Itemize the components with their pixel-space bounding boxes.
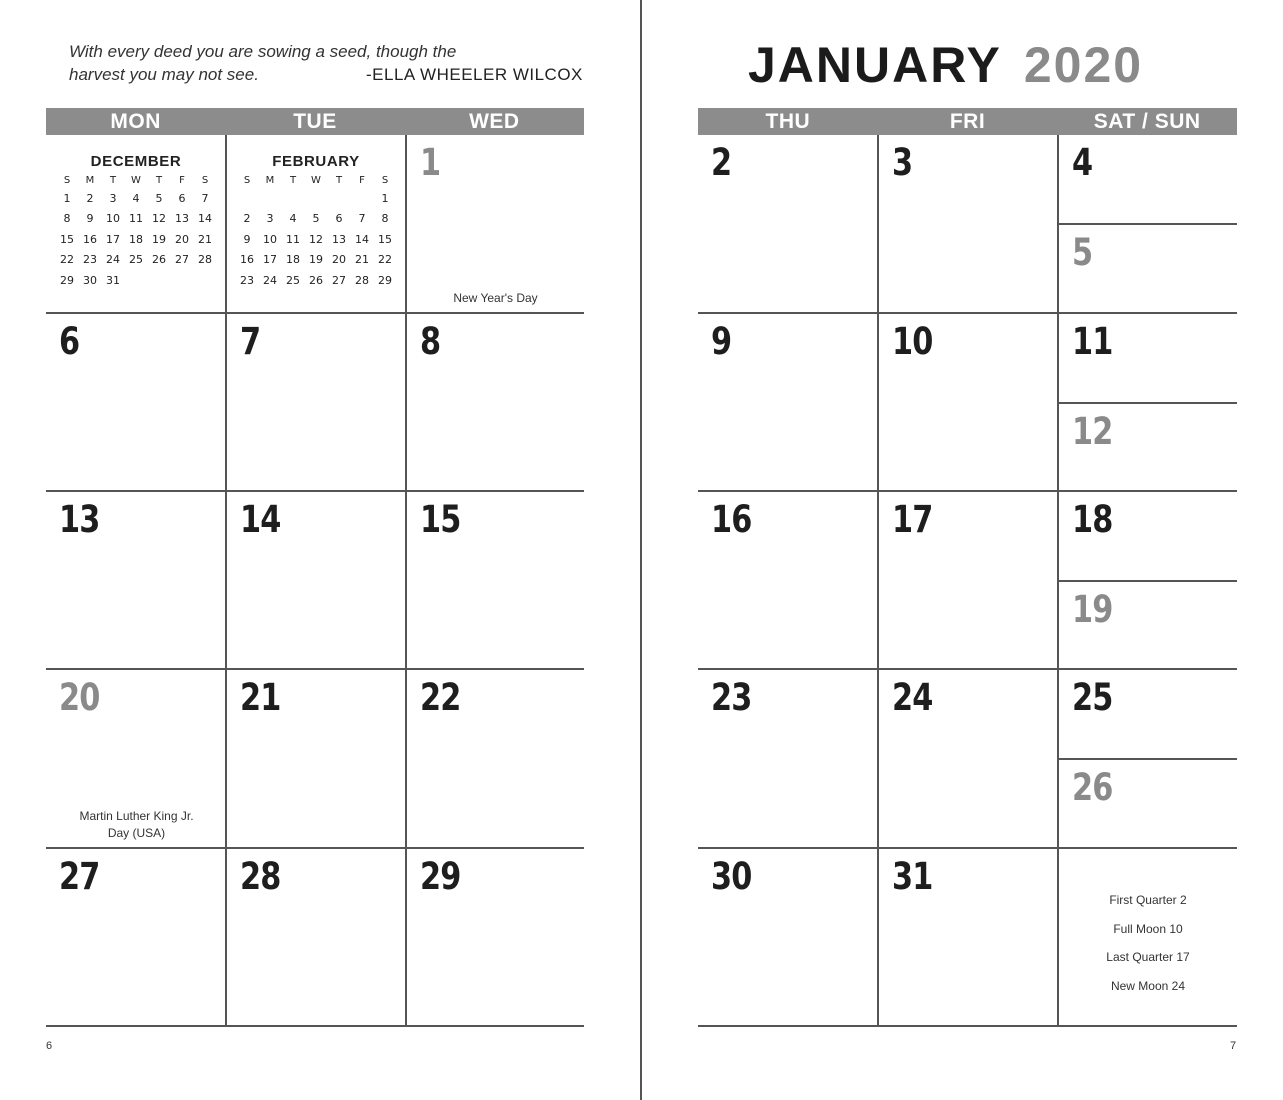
mini-day: 8 <box>63 212 71 226</box>
mini-day: 22 <box>60 253 74 267</box>
mini-day: 9 <box>86 212 94 226</box>
mini-day: 26 <box>309 273 323 287</box>
day-cell-16[interactable] <box>698 492 879 670</box>
mini-calendar-table <box>56 172 217 291</box>
mini-day: 28 <box>355 273 369 287</box>
right-calendar-grid <box>698 135 1237 1027</box>
mini-day <box>236 188 259 209</box>
mini-day: 3 <box>266 212 274 226</box>
day-cell-24[interactable] <box>879 670 1059 849</box>
page-number-left: 6 <box>46 1040 53 1052</box>
dow-label: S <box>63 174 71 186</box>
mini-day: 17 <box>263 253 277 267</box>
day-cell-10[interactable] <box>879 314 1059 492</box>
mini-day: 28 <box>198 253 212 267</box>
day-cell-1[interactable] <box>407 135 584 314</box>
mini-day: 16 <box>240 253 254 267</box>
moon-phases-list <box>1059 886 1237 1000</box>
day-number: 13 <box>59 498 100 541</box>
day-number: 20 <box>59 676 100 719</box>
day-cell-14[interactable] <box>227 492 407 670</box>
day-number: 29 <box>420 855 461 898</box>
quote-line-1: With every deed you are sowing a seed, though the <box>69 42 457 61</box>
mini-day <box>305 188 328 209</box>
day-cell-2[interactable] <box>698 135 879 314</box>
mini-day: 24 <box>263 273 277 287</box>
day-cell-12[interactable] <box>1059 404 1237 492</box>
mini-day: 18 <box>129 232 143 246</box>
dow-label: S <box>243 174 251 186</box>
dow-label: W <box>131 174 141 186</box>
cell-mini-december <box>46 135 227 314</box>
mini-day: 19 <box>309 253 323 267</box>
day-number: 4 <box>1072 141 1093 184</box>
mini-day: 9 <box>243 232 251 246</box>
mini-day: 7 <box>358 212 366 226</box>
day-cell-11[interactable] <box>1059 314 1237 404</box>
mini-day: 15 <box>378 232 392 246</box>
day-cell-23[interactable] <box>698 670 879 849</box>
holiday-label: New Year's Day <box>453 291 538 305</box>
mini-day: 6 <box>178 191 186 205</box>
day-cell-29[interactable] <box>407 849 584 1027</box>
mini-day: 20 <box>332 253 346 267</box>
day-number: 7 <box>240 320 261 363</box>
day-cell-17[interactable] <box>879 492 1059 670</box>
mini-day: 5 <box>155 191 163 205</box>
mini-day: 7 <box>201 191 209 205</box>
mini-day: 12 <box>309 232 323 246</box>
day-number: 11 <box>1072 320 1113 363</box>
dow-label: F <box>359 174 365 186</box>
day-number: 28 <box>240 855 281 898</box>
mini-day: 1 <box>63 191 71 205</box>
mini-calendar-february <box>231 153 401 291</box>
day-number: 23 <box>711 676 752 719</box>
mini-day <box>148 270 171 291</box>
day-cell-21[interactable] <box>227 670 407 849</box>
dow-label: T <box>289 174 297 186</box>
mini-day: 20 <box>175 232 189 246</box>
header-tue: TUE <box>293 110 337 133</box>
day-cell-19[interactable] <box>1059 582 1237 670</box>
quote-author: -ELLA WHEELER WILCOX <box>366 65 583 84</box>
mini-calendar-table <box>236 172 397 291</box>
day-cell-26[interactable] <box>1059 760 1237 849</box>
dow-label: T <box>155 174 163 186</box>
mini-day <box>125 270 148 291</box>
dow-label: T <box>335 174 343 186</box>
mini-day: 6 <box>335 212 343 226</box>
month-name: JANUARY <box>748 37 1002 93</box>
mini-day: 21 <box>355 253 369 267</box>
mini-day: 23 <box>83 253 97 267</box>
day-cell-18[interactable] <box>1059 492 1237 582</box>
mini-day <box>351 188 374 209</box>
day-cell-9[interactable] <box>698 314 879 492</box>
mini-day: 11 <box>286 232 300 246</box>
mini-day: 24 <box>106 253 120 267</box>
day-number: 25 <box>1072 676 1113 719</box>
moon-phase-first-quarter: First Quarter 2 <box>1109 893 1187 907</box>
mini-day: 11 <box>129 212 143 226</box>
left-page <box>0 0 641 1100</box>
day-number: 19 <box>1072 588 1113 631</box>
day-cell-22[interactable] <box>407 670 584 849</box>
day-number: 16 <box>711 498 752 541</box>
mini-day: 29 <box>378 273 392 287</box>
day-number: 15 <box>420 498 461 541</box>
mini-day <box>328 188 351 209</box>
header-mon: MON <box>110 110 161 133</box>
mini-day <box>282 188 305 209</box>
mini-day: 1 <box>381 191 389 205</box>
mini-day: 18 <box>286 253 300 267</box>
mini-day: 8 <box>381 212 389 226</box>
moon-phases-cell <box>1059 849 1237 1027</box>
mini-day: 23 <box>240 273 254 287</box>
mini-day: 12 <box>152 212 166 226</box>
dow-label: M <box>85 174 95 186</box>
day-cell-30[interactable] <box>698 849 879 1027</box>
day-cell-13[interactable] <box>46 492 227 670</box>
mini-day: 10 <box>106 212 120 226</box>
mini-day: 2 <box>86 191 94 205</box>
day-number: 10 <box>892 320 933 363</box>
day-number: 22 <box>420 676 461 719</box>
holiday-label <box>46 808 227 842</box>
dow-label: F <box>179 174 185 186</box>
mini-day: 25 <box>129 253 143 267</box>
day-cell-27[interactable] <box>46 849 227 1027</box>
mini-day: 15 <box>60 232 74 246</box>
page-number-right: 7 <box>1230 1040 1237 1052</box>
left-weekday-header <box>46 108 584 135</box>
moon-phase-full-moon: Full Moon 10 <box>1113 921 1183 936</box>
day-cell-5[interactable] <box>1059 225 1237 314</box>
mini-day: 21 <box>198 232 212 246</box>
mini-day: 16 <box>83 232 97 246</box>
day-number: 27 <box>59 855 100 898</box>
day-number: 31 <box>892 855 933 898</box>
mini-calendar-december <box>51 153 221 291</box>
day-cell-28[interactable] <box>227 849 407 1027</box>
moon-phase-last-quarter: Last Quarter 17 <box>1106 950 1190 964</box>
day-cell-3[interactable] <box>879 135 1059 314</box>
mini-day: 2 <box>243 212 251 226</box>
dow-label: S <box>381 174 389 186</box>
mini-day: 5 <box>312 212 320 226</box>
left-calendar-grid <box>46 135 584 1027</box>
day-number: 9 <box>711 320 732 363</box>
day-number: 21 <box>240 676 281 719</box>
day-number: 3 <box>892 141 913 184</box>
mini-day: 14 <box>355 232 369 246</box>
day-cell-20[interactable] <box>46 670 227 849</box>
mini-day: 14 <box>198 212 212 226</box>
mini-day: 13 <box>332 232 346 246</box>
day-number: 8 <box>420 320 441 363</box>
quote-line-2: harvest you may not see. <box>69 65 259 84</box>
header-wed: WED <box>469 110 520 133</box>
day-cell-25[interactable] <box>1059 670 1237 760</box>
mini-day: 29 <box>60 273 74 287</box>
mini-day: 22 <box>378 253 392 267</box>
cell-mini-february <box>227 135 407 314</box>
header-thu: THU <box>765 110 811 133</box>
day-cell-31[interactable] <box>879 849 1059 1027</box>
day-number: 1 <box>420 141 441 184</box>
moon-phase-new-moon: New Moon 24 <box>1110 978 1186 993</box>
day-number: 12 <box>1072 410 1113 453</box>
mini-day: 26 <box>152 253 166 267</box>
mini-day: 3 <box>109 191 117 205</box>
day-cell-15[interactable] <box>407 492 584 670</box>
quote <box>69 40 589 86</box>
mini-day: 27 <box>332 273 346 287</box>
year: 2020 <box>1023 37 1144 93</box>
day-number: 26 <box>1072 766 1113 809</box>
mini-day: 30 <box>83 273 97 287</box>
holiday-label-line-1: Martin Luther King Jr. <box>79 809 194 823</box>
dow-label: W <box>311 174 321 186</box>
mini-day <box>171 270 194 291</box>
mini-day: 17 <box>106 232 120 246</box>
day-cell-7[interactable] <box>227 314 407 492</box>
mini-day: 27 <box>175 253 189 267</box>
day-number: 24 <box>892 676 933 719</box>
holiday-label-line-2: Day (USA) <box>107 826 166 840</box>
header-fri: FRI <box>949 110 986 133</box>
dow-label: S <box>201 174 209 186</box>
day-number: 5 <box>1072 231 1093 274</box>
mini-day <box>194 270 217 291</box>
day-cell-6[interactable] <box>46 314 227 492</box>
mini-day: 19 <box>152 232 166 246</box>
mini-day: 13 <box>175 212 189 226</box>
right-weekday-header <box>698 108 1237 135</box>
mini-day: 4 <box>132 191 140 205</box>
mini-calendar-title: FEBRUARY <box>272 153 360 170</box>
dow-label: M <box>265 174 275 186</box>
day-number: 2 <box>711 141 732 184</box>
mini-day: 31 <box>106 273 120 287</box>
right-page <box>642 0 1283 1100</box>
dow-label: T <box>109 174 117 186</box>
day-cell-4[interactable] <box>1059 135 1237 225</box>
month-title <box>748 35 1143 95</box>
mini-day <box>259 188 282 209</box>
mini-day: 25 <box>286 273 300 287</box>
day-number: 17 <box>892 498 933 541</box>
header-sat-sun: SAT / SUN <box>1093 110 1201 133</box>
day-number: 30 <box>711 855 752 898</box>
day-number: 6 <box>59 320 80 363</box>
mini-calendar-title: DECEMBER <box>90 153 182 170</box>
mini-day: 10 <box>263 232 277 246</box>
day-number: 14 <box>240 498 281 541</box>
day-number: 18 <box>1072 498 1113 541</box>
day-cell-8[interactable] <box>407 314 584 492</box>
mini-day: 4 <box>289 212 297 226</box>
